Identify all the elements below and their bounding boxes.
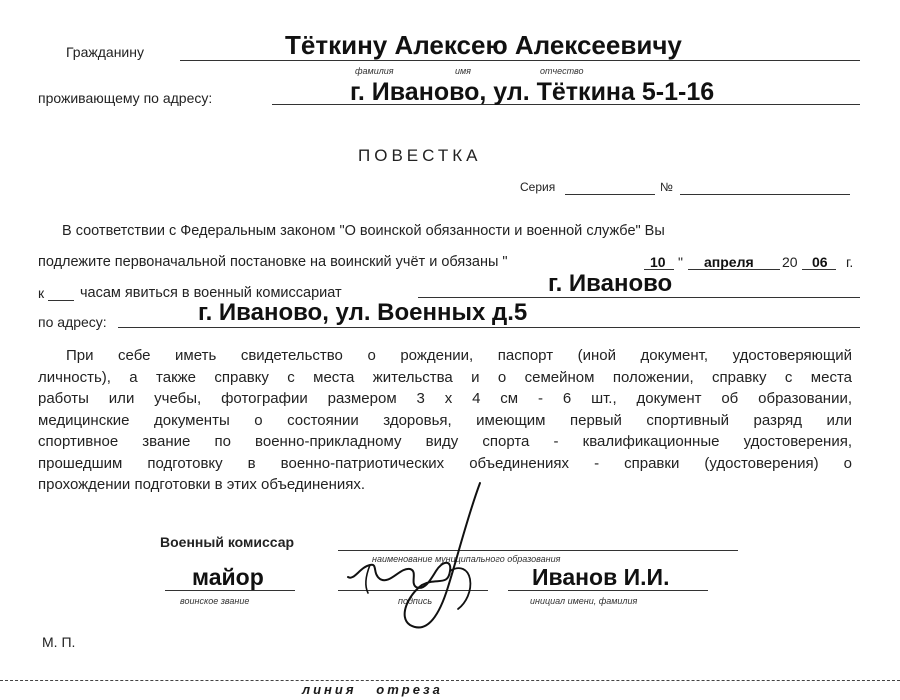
citizen-name: Тёткину Алексею Алексеевичу <box>285 30 682 60</box>
cut-line-label: линия отреза <box>298 682 447 697</box>
requirements-paragraph <box>38 345 852 496</box>
notice-address-label: по адресу: <box>38 314 107 330</box>
rank-caption: воинское звание <box>180 596 250 606</box>
commissar-rank: майор <box>192 564 264 590</box>
residence-address: г. Иваново, ул. Тёткина 5-1-16 <box>350 78 715 106</box>
series-label: Серия <box>520 180 556 194</box>
notice-line-1: В соответствии с Федеральным законом "О воинской обязанности и военной службе" Вы <box>62 223 665 239</box>
requirements-line: При себе иметь свидетельство о рождении, паспорт (иной документ, удостоверяющий <box>66 347 852 364</box>
handwritten-signature <box>330 475 510 645</box>
stamp-place: М. П. <box>42 634 76 650</box>
notice-address-line <box>118 327 860 328</box>
requirements-line: работы или учебы, фотографии размером 3 х 4 см - 6 шт., документ об образовании, <box>38 390 852 407</box>
date-quote-close: " <box>678 254 683 270</box>
commissariat-name: г. Иваново <box>548 270 673 297</box>
notice-line-2: подлежите первоначальной постановке на воинский учёт и обязаны " <box>38 254 508 270</box>
year-prefix: 20 <box>782 254 798 270</box>
requirements-line: прошедшим подготовку в военно-патриотических объединениях - справки (удостоверения) о <box>38 454 852 472</box>
notice-k: к <box>38 285 45 301</box>
requirements-line: личность), а также справку с места жительства и о семейном положении, справку с места <box>38 368 852 386</box>
to-citizen-label: Гражданину <box>66 44 144 60</box>
signature-caption: подпись <box>398 596 433 606</box>
commissar-label: Военный комиссар <box>160 534 295 550</box>
number-label: № <box>660 180 673 194</box>
year-label: г. <box>846 254 854 270</box>
cut-dashed-line <box>0 680 900 681</box>
document-title: ПОВЕСТКА <box>358 146 482 165</box>
series-line <box>565 194 655 195</box>
summons-year: 06 <box>812 254 828 270</box>
caption-surname: фамилия <box>355 66 394 76</box>
notice-address-value: г. Иваново, ул. Военных д.5 <box>198 299 528 326</box>
signer-name-caption: инициал имени, фамилия <box>530 596 638 606</box>
residence-label: проживающему по адресу: <box>38 90 213 106</box>
hour-line <box>48 300 74 301</box>
summons-month: апреля <box>704 254 754 270</box>
requirements-line: прохождении подготовки в этих объединениях. <box>38 476 366 493</box>
signer-name: Иванов И.И. <box>532 564 670 590</box>
requirements-line: спортивное звание по военно-прикладному виду спорта - квалификационные удостоверения, <box>38 433 852 450</box>
number-line <box>680 194 850 195</box>
municipality-caption: наименование муниципального образования <box>372 554 561 564</box>
notice-line-3: часам явиться в военный комиссариат <box>80 285 342 301</box>
requirements-line: медицинские документы о состоянии здоровья, имеющим первый спортивный разряд или <box>38 411 852 429</box>
caption-patronymic: отчество <box>540 66 584 76</box>
summons-day: 10 <box>650 254 666 270</box>
caption-first-name: имя <box>455 66 471 76</box>
